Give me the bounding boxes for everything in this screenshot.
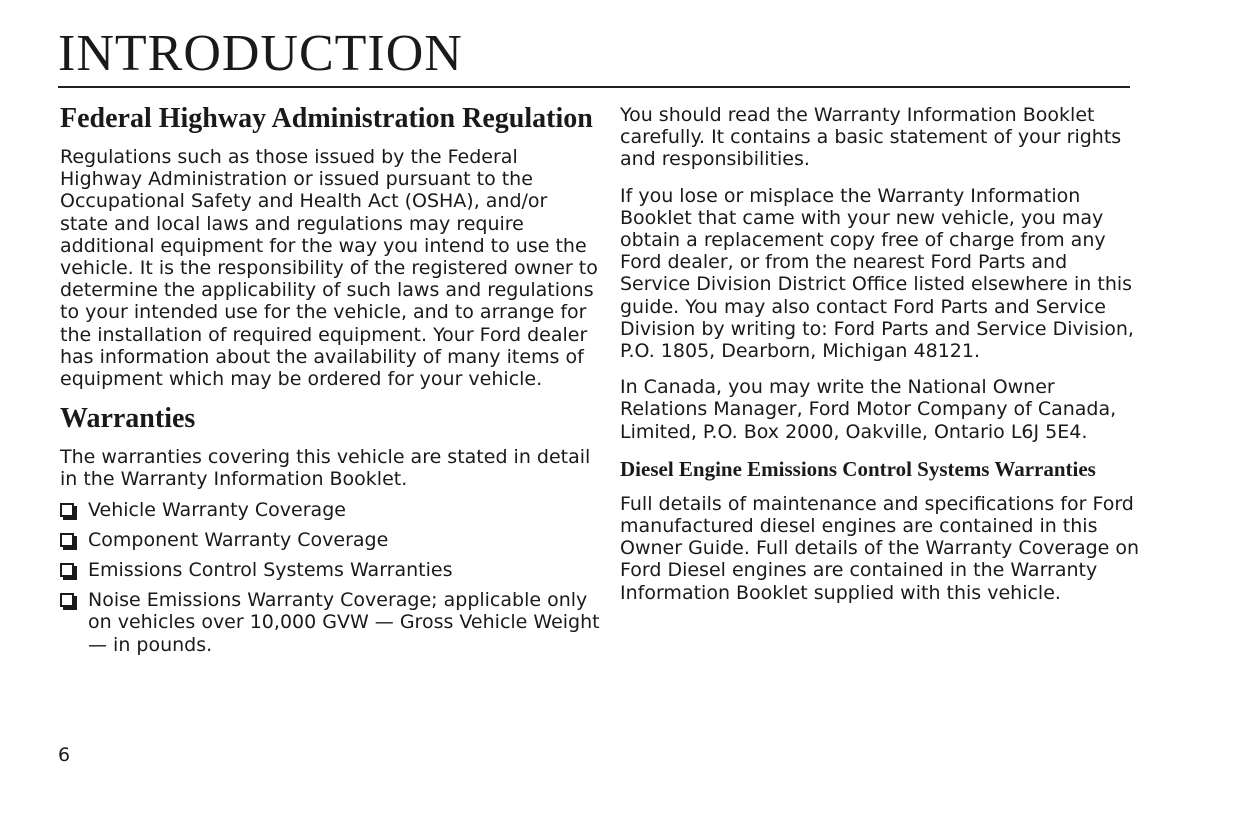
checkbox-icon bbox=[60, 533, 74, 547]
diesel-heading: Diesel Engine Emissions Control Systems Warranties bbox=[620, 456, 1096, 481]
list-item bbox=[60, 559, 600, 581]
list-item-label: Vehicle Warranty Coverage bbox=[88, 498, 346, 521]
warranties-paragraph: The warranties covering this vehicle are stated in detail in the Warranty Information Booklet. bbox=[60, 446, 591, 491]
right-column bbox=[620, 104, 1140, 618]
fhwa-heading: Federal Highway Administration Regulation bbox=[60, 103, 593, 134]
checkbox-icon bbox=[60, 503, 74, 517]
left-column bbox=[60, 104, 600, 664]
title-divider bbox=[58, 86, 1130, 88]
list-item-label: Component Warranty Coverage bbox=[88, 528, 389, 551]
page-title: INTRODUCTION bbox=[58, 25, 463, 82]
list-item bbox=[60, 499, 600, 521]
replacement-paragraph: If you lose or misplace the Warranty Information Booklet that came with your new vehicle, you may obtain a replacement copy free of charge from any Ford dealer, or from the nearest Ford Parts and Service Division District Office listed elsewhere in this guide. You may also contact Ford Parts and Service Division by writing to: Ford Parts and Service Division, P.O. 1805, Dearborn, Michigan 48121. bbox=[620, 184, 1134, 363]
diesel-paragraph: Full details of maintenance and specifications for Ford manufactured diesel engines are contained in this Owner Guide. Full details of the Warranty Coverage on Ford Diesel engines are contained in the Warranty Information Booklet supplied with this vehicle. bbox=[620, 492, 1140, 604]
warranty-checklist bbox=[60, 499, 600, 656]
list-item bbox=[60, 589, 600, 656]
checkbox-icon bbox=[60, 593, 74, 607]
warranties-heading: Warranties bbox=[60, 403, 196, 435]
list-item-label: Noise Emissions Warranty Coverage; applicable only on vehicles over 10,000 GVW — Gross Vehicle Weight — in pounds. bbox=[88, 589, 600, 656]
list-item bbox=[60, 529, 600, 551]
read-booklet-paragraph: You should read the Warranty Information Booklet carefully. It contains a basic statement of your rights and responsibilities. bbox=[620, 104, 1122, 171]
page-number: 6 bbox=[58, 744, 71, 766]
fhwa-paragraph: Regulations such as those issued by the Federal Highway Administration or issued pursuant to the Occupational Safety and Health Act (OSHA), and/or state and local laws and regulations may require additional equipment for the way you intend to use the vehicle. It is the responsibility of the registered owner to determine the applicability of such laws and regulations to your intended use for the vehicle, and to arrange for the installation of required equipment. Your Ford dealer has information about the availability of many items of equipment which may be ordered for your vehicle. bbox=[60, 146, 598, 391]
list-item-label: Emissions Control Systems Warranties bbox=[88, 559, 453, 582]
canada-paragraph: In Canada, you may write the National Owner Relations Manager, Ford Motor Company of Canada, Limited, P.O. Box 2000, Oakville, Ontario L6J 5E4. bbox=[620, 376, 1117, 443]
checkbox-icon bbox=[60, 563, 74, 577]
